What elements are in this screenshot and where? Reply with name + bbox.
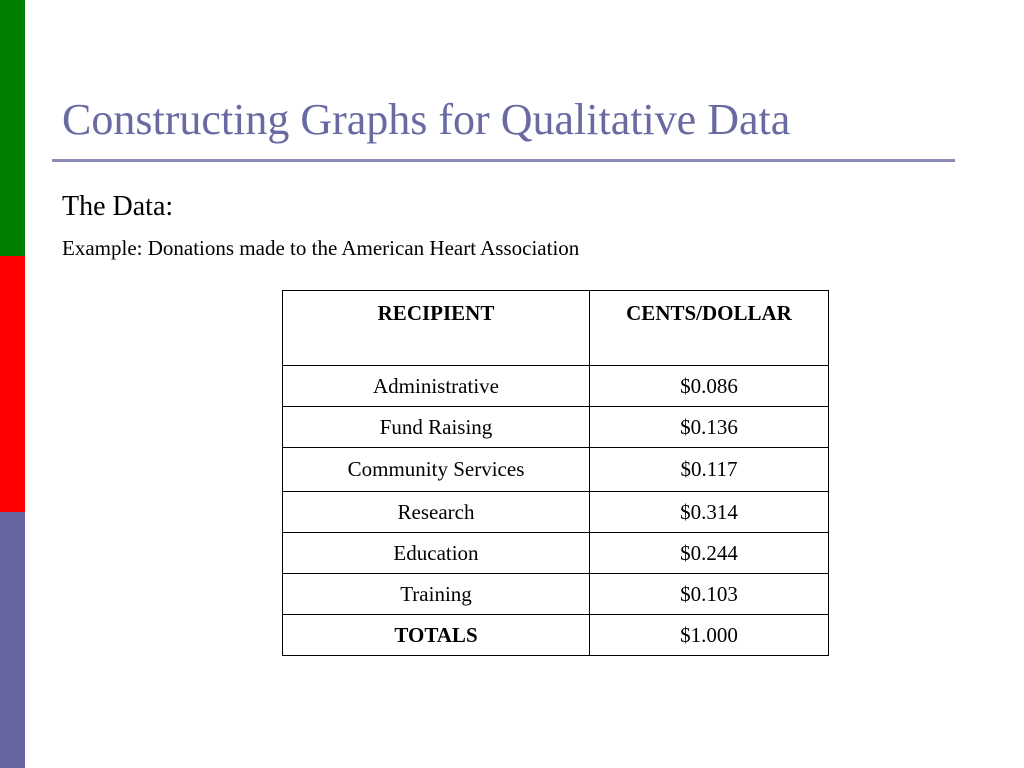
subheading: The Data: <box>62 191 174 222</box>
example-text: Example: Donations made to the American Heart Association <box>62 236 580 260</box>
amount-cell: $0.244 <box>590 533 829 574</box>
amount-cell: $0.314 <box>590 492 829 533</box>
recipient-cell: Community Services <box>283 448 590 492</box>
table-row <box>283 574 829 615</box>
recipient-cell: Fund Raising <box>283 407 590 448</box>
header-cents-per-dollar: CENTS/DOLLAR <box>590 291 829 366</box>
amount-cell: $0.136 <box>590 407 829 448</box>
table-row <box>283 533 829 574</box>
table-row <box>283 366 829 407</box>
table-total-row <box>283 615 829 656</box>
header-recipient: RECIPIENT <box>283 291 590 366</box>
title-divider <box>52 159 955 162</box>
table-row <box>283 407 829 448</box>
slide-title: Constructing Graphs for Qualitative Data <box>62 95 791 144</box>
table-header-row <box>283 291 829 366</box>
amount-cell: $0.103 <box>590 574 829 615</box>
side-bar-red <box>0 256 25 512</box>
recipient-cell: Research <box>283 492 590 533</box>
recipient-cell: Education <box>283 533 590 574</box>
recipient-cell: Training <box>283 574 590 615</box>
amount-cell: $0.086 <box>590 366 829 407</box>
totals-label: TOTALS <box>283 615 590 656</box>
side-bar-purple <box>0 512 25 768</box>
side-bar-green <box>0 0 25 256</box>
table-row <box>283 492 829 533</box>
totals-amount: $1.000 <box>590 615 829 656</box>
donations-table <box>282 290 829 656</box>
table-row <box>283 448 829 492</box>
recipient-cell: Administrative <box>283 366 590 407</box>
amount-cell: $0.117 <box>590 448 829 492</box>
